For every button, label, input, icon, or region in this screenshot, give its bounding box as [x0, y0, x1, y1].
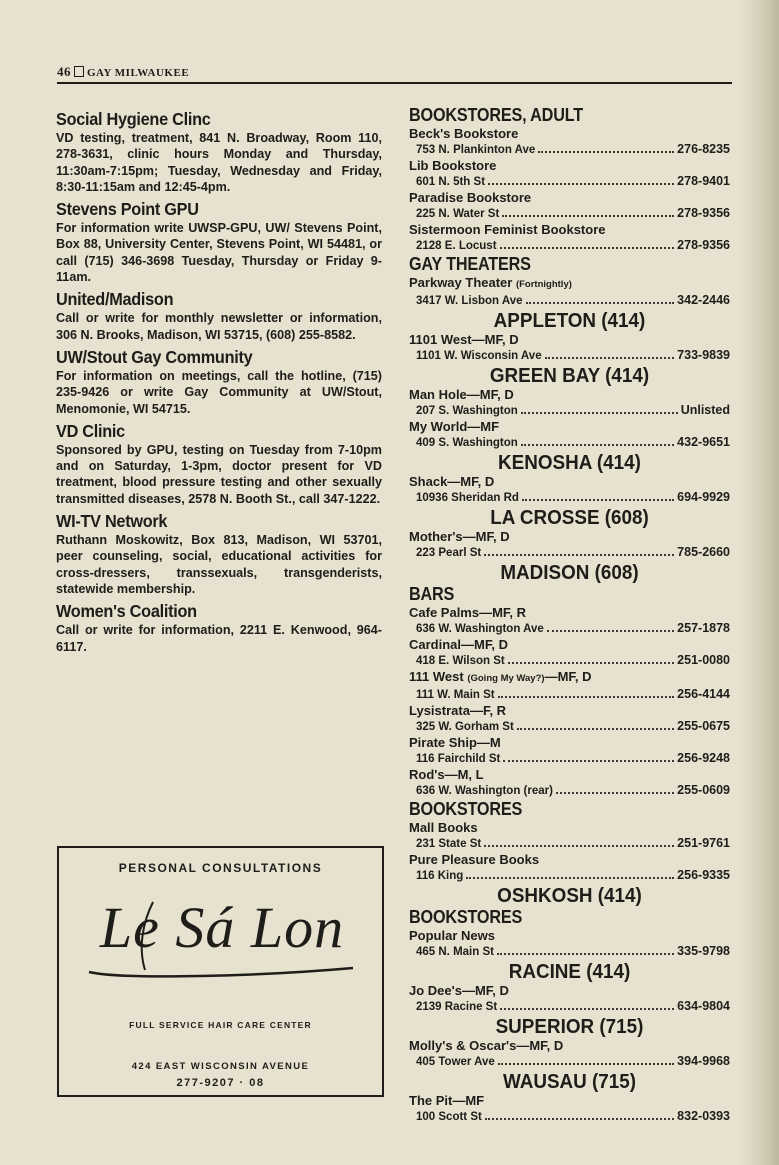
business-name-text: Pure Pleasure Books — [409, 852, 540, 867]
entry-title: Social Hygiene Clinc — [56, 109, 211, 129]
entry-body: Call or write for monthly newsletter or information, 306 N. Brooks, Madison, WI 53715, (608) 255-8582. — [56, 311, 382, 342]
business-note: (Fortnightly) — [515, 279, 572, 290]
phone-number: 634-9804 — [677, 999, 730, 1013]
phone-number: 278-9356 — [677, 238, 730, 252]
business-name — [409, 852, 730, 867]
entry-title: United/Madison — [56, 289, 174, 310]
city-heading: OSHKOSH (414) — [497, 884, 642, 907]
entry-title: WI-TV Network — [56, 511, 168, 532]
section-heading: BARS — [409, 584, 455, 604]
section-heading: GAY THEATERS — [409, 254, 531, 274]
le-salon-advertisement — [57, 846, 384, 1097]
street-address: 636 W. Washington (rear) — [416, 785, 553, 797]
business-note: (Going My Way?) — [467, 673, 545, 684]
city-heading: APPLETON (414) — [493, 309, 646, 332]
street-address: 116 King — [416, 870, 464, 882]
dot-leader — [484, 545, 674, 556]
address-line — [409, 1053, 730, 1070]
dot-leader — [538, 142, 674, 153]
address-line — [409, 173, 730, 190]
phone-number: 342-2446 — [677, 293, 730, 307]
city-heading: GREEN BAY (414) — [489, 364, 650, 387]
dot-leader — [500, 238, 675, 249]
street-address: 418 E. Wilson St — [416, 655, 505, 667]
street-address: 231 State St — [416, 838, 482, 850]
street-address: 409 S. Washington — [416, 437, 518, 449]
business-name-text: Molly's & Oscar's—MF, D — [409, 1038, 564, 1053]
street-address: 2139 Racine St — [416, 1001, 498, 1013]
entry-body: For information write UWSP-GPU, UW/ Stevens Point, Box 88, University Center, Stevens Point, WI 54481, or call (715) 346-3698 Tuesday, Thursday or Friday 9-11am. — [56, 221, 382, 285]
phone-number: 255-0609 — [677, 783, 730, 797]
business-name-text: Pirate Ship—M — [409, 735, 501, 750]
phone-number: 335-9798 — [677, 944, 730, 958]
dot-leader — [484, 836, 674, 847]
street-address: 2128 E. Locust — [416, 240, 497, 252]
business-name-text: 111 West — [409, 669, 464, 684]
square-ornament-icon — [74, 66, 84, 77]
dot-leader — [498, 1054, 674, 1065]
address-line — [409, 141, 730, 158]
right-column-directory — [409, 105, 730, 1125]
address-line — [409, 620, 730, 637]
business-name-text: Shack—MF, D — [409, 474, 495, 489]
street-address: 100 Scott St — [416, 1111, 482, 1123]
street-address: 3417 W. Lisbon Ave — [416, 295, 523, 307]
business-name — [409, 1093, 730, 1108]
phone-number: 832-0393 — [677, 1109, 730, 1123]
street-address: 405 Tower Ave — [416, 1056, 495, 1068]
address-line — [409, 1108, 730, 1125]
business-name — [409, 605, 730, 620]
business-name — [409, 703, 730, 718]
address-line — [409, 347, 730, 364]
business-name-text: Rod's—M, L — [409, 767, 484, 782]
business-name-text: Cafe Palms—MF, R — [409, 605, 527, 620]
ad-phone: 277-9207 · 08 — [176, 1077, 265, 1089]
street-address: 465 N. Main St — [416, 946, 494, 958]
business-name-text: Jo Dee's—MF, D — [409, 983, 509, 998]
phone-number: 694-9929 — [677, 490, 730, 504]
business-tags: —MF, D — [544, 669, 592, 684]
address-line — [409, 544, 730, 561]
business-name — [409, 419, 730, 434]
business-name — [409, 983, 730, 998]
street-address: 223 Pearl St — [416, 547, 482, 559]
dot-leader — [466, 868, 674, 879]
address-line — [409, 718, 730, 735]
street-address: 116 Fairchild St — [416, 753, 501, 765]
left-column-listings — [56, 108, 382, 658]
dot-leader — [521, 435, 674, 446]
city-heading: MADISON (608) — [500, 561, 639, 584]
business-name-text: Sistermoon Feminist Bookstore — [409, 222, 606, 237]
entry-title: Stevens Point GPU — [56, 199, 199, 220]
street-address: 225 N. Water St — [416, 208, 500, 220]
entry-body: Ruthann Moskowitz, Box 813, Madison, WI 53701, peer counseling, social, educational activities for cross-dressers, transsexuals, transgenderists, statewide membership. — [56, 533, 382, 596]
dot-leader — [508, 653, 674, 664]
dot-leader — [517, 719, 674, 730]
section-heading: BOOKSTORES — [409, 799, 523, 819]
running-header — [57, 64, 732, 84]
phone-number: 278-9401 — [677, 174, 730, 188]
address-line — [409, 943, 730, 960]
address-line — [409, 434, 730, 451]
business-name — [409, 332, 730, 347]
dot-leader — [498, 687, 675, 698]
business-name — [409, 928, 730, 943]
section-heading: BOOKSTORES — [409, 907, 523, 927]
business-name-text: Cardinal—MF, D — [409, 637, 508, 652]
business-name-text: Man Hole—MF, D — [409, 387, 514, 402]
dot-leader — [488, 174, 674, 185]
entry-body: VD testing, treatment, 841 N. Broadway, Room 110, 278-3631, clinic hours Monday and Thursday, 11:30am-7:15pm; Tuesday, Wednesday and Friday, 8:30-11:15am and 12:45-4pm. — [56, 131, 382, 194]
address-line — [409, 205, 730, 222]
business-name — [409, 529, 730, 544]
logo-wordmark: Le Sá Lon — [99, 895, 345, 960]
phone-number: 255-0675 — [677, 719, 730, 733]
dot-leader — [500, 999, 674, 1010]
phone-number: 276-8235 — [677, 142, 730, 156]
street-address: 753 N. Plankinton Ave — [416, 144, 536, 156]
city-heading: SUPERIOR (715) — [495, 1015, 644, 1038]
address-line — [409, 292, 730, 309]
city-heading: KENOSHA (414) — [498, 451, 641, 474]
phone-number: Unlisted — [680, 403, 730, 417]
address-line — [409, 489, 730, 506]
entry-body: Call or write for information, 2211 E. Kenwood, 964-6117. — [56, 623, 382, 654]
business-name-text: Popular News — [409, 928, 495, 943]
publication-title: GAY MILWAUKEE — [87, 67, 190, 79]
ad-subtitle: FULL SERVICE HAIR CARE CENTER — [129, 1020, 312, 1030]
city-heading: LA CROSSE (608) — [490, 506, 649, 529]
business-name-text: Mother's—MF, D — [409, 529, 510, 544]
section-heading: BOOKSTORES, ADULT — [409, 105, 583, 125]
street-address: 1101 W. Wisconsin Ave — [416, 350, 542, 362]
street-address: 636 W. Washington Ave — [416, 623, 544, 635]
phone-number: 733-9839 — [677, 348, 730, 362]
phone-number: 256-4144 — [677, 687, 730, 701]
dot-leader — [545, 348, 675, 359]
phone-number: 394-9968 — [677, 1054, 730, 1068]
entry-body: For information on meetings, call the hotline, (715) 235-9426 or write Gay Community at UW/Stout, Menomonie, WI 54715. — [56, 368, 382, 416]
address-line — [409, 237, 730, 254]
phone-number: 432-9651 — [677, 435, 730, 449]
page-edge-shadow — [739, 0, 779, 1165]
street-address: 111 W. Main St — [416, 689, 495, 701]
street-address: 325 W. Gorham St — [416, 721, 514, 733]
entry-title: UW/Stout Gay Community — [56, 346, 253, 367]
dot-leader — [497, 944, 674, 955]
business-name — [409, 820, 730, 835]
street-address: 207 S. Washington — [416, 405, 518, 417]
street-address: 10936 Sheridan Rd — [416, 492, 519, 504]
address-line — [409, 867, 730, 884]
phone-number: 785-2660 — [677, 545, 730, 559]
phone-number: 251-0080 — [677, 653, 730, 667]
business-name — [409, 158, 730, 173]
business-name — [409, 126, 730, 141]
business-name — [409, 275, 730, 292]
dot-leader — [521, 403, 678, 414]
dot-leader — [526, 293, 675, 304]
business-name — [409, 735, 730, 750]
business-name — [409, 474, 730, 489]
address-line — [409, 652, 730, 669]
address-line — [409, 750, 730, 767]
le-salon-logo — [83, 892, 361, 982]
business-name — [409, 767, 730, 782]
entry-title: Women's Coalition — [56, 601, 197, 622]
dot-leader — [502, 206, 674, 217]
dot-leader — [485, 1109, 674, 1120]
phone-number: 251-9761 — [677, 836, 730, 850]
business-name — [409, 387, 730, 402]
address-line — [409, 835, 730, 852]
business-name — [409, 669, 730, 686]
business-name-text: Mall Books — [409, 820, 478, 835]
phone-number: 256-9248 — [677, 751, 730, 765]
phone-number: 278-9356 — [677, 206, 730, 220]
business-name-text: Lysistrata—F, R — [409, 703, 507, 718]
address-line — [409, 402, 730, 419]
business-name — [409, 190, 730, 205]
city-heading: WAUSAU (715) — [502, 1070, 637, 1093]
page-number: 46 — [57, 64, 71, 79]
business-name — [409, 1038, 730, 1053]
business-name-text: 1101 West—MF, D — [409, 332, 519, 347]
business-name — [409, 637, 730, 652]
address-line — [409, 782, 730, 799]
entry-body: Sponsored by GPU, testing on Tuesday from 7-10pm and on Saturday, 1-3pm, doctor present for VD treatment, blood pressure testing and other sexually transmitted diseases, 2578 N. Booth St., call 347-1222. — [56, 442, 382, 506]
business-name-text: Parkway Theater — [409, 275, 513, 290]
city-heading: RACINE (414) — [508, 960, 631, 983]
dot-leader — [547, 621, 674, 632]
dot-leader — [522, 490, 674, 501]
phone-number: 257-1878 — [677, 621, 730, 635]
address-line — [409, 998, 730, 1015]
business-name-text: Lib Bookstore — [409, 158, 497, 173]
dot-leader — [503, 751, 674, 762]
logo-flourish-icon — [83, 892, 361, 982]
business-name-text: Paradise Bookstore — [409, 190, 532, 205]
business-name-text: The Pit—MF — [409, 1093, 485, 1108]
business-name — [409, 222, 730, 237]
dot-leader — [556, 783, 674, 794]
street-address: 601 N. 5th St — [416, 176, 486, 188]
ad-address: 424 EAST WISCONSIN AVENUE — [131, 1061, 310, 1072]
address-line — [409, 686, 730, 703]
entry-title: VD Clinic — [56, 420, 125, 441]
ad-tagline: PERSONAL CONSULTATIONS — [118, 861, 323, 875]
business-name-text: My World—MF — [409, 419, 500, 434]
phone-number: 256-9335 — [677, 868, 730, 882]
business-name-text: Beck's Bookstore — [409, 126, 519, 141]
